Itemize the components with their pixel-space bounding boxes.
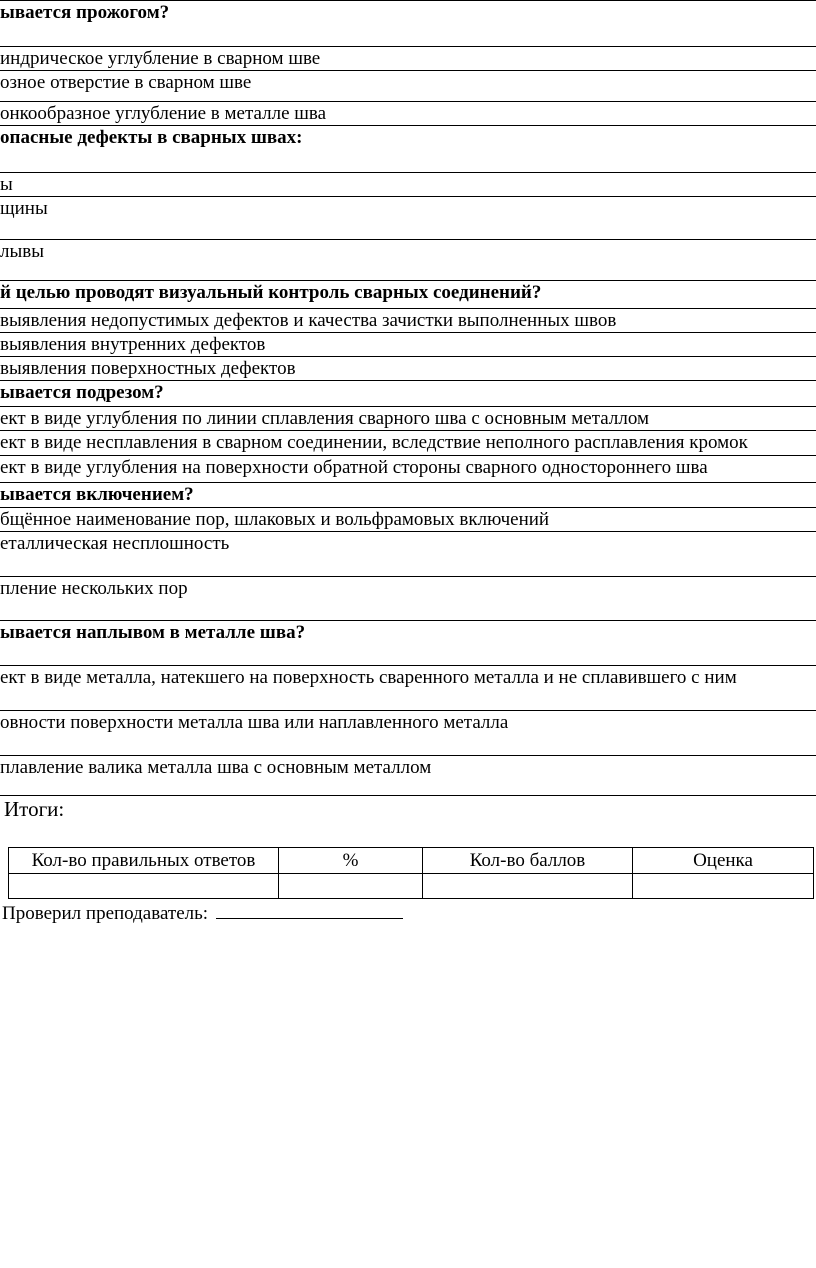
question-text: ывается подрезом? [0, 382, 164, 403]
answer-option[interactable] [0, 356, 816, 381]
answer-text: лывы [0, 241, 44, 262]
answer-text: индрическое углубление в сварном шве [0, 48, 321, 69]
header-correct-count: Кол-во правильных ответов [9, 848, 279, 874]
answer-option[interactable] [0, 576, 816, 621]
answer-option[interactable] [0, 70, 816, 102]
answer-text: пление нескольких пор [0, 578, 188, 599]
results-table [8, 847, 814, 899]
answer-text: озное отверстие в сварном шве [0, 72, 252, 93]
answer-option[interactable] [0, 332, 816, 357]
question-3 [0, 280, 816, 309]
question-text: ывается наплывом в металле шва? [0, 622, 306, 643]
grade-cell[interactable] [633, 874, 814, 899]
answer-option[interactable] [0, 46, 816, 71]
percent-cell[interactable] [279, 874, 423, 899]
answer-text: овности поверхности металла шва или наплавленного металла [0, 712, 509, 733]
answer-text: щины [0, 198, 48, 219]
answer-text: ект в виде металла, натекшего на поверхность сваренного металла и не сплавившего с ним [0, 667, 737, 688]
answer-text: еталлическая несплошность [0, 533, 230, 554]
answer-text: выявления поверхностных дефектов [0, 358, 296, 379]
results-heading: Итоги: [4, 797, 65, 821]
answer-option[interactable] [0, 172, 816, 197]
answer-text: ект в виде углубления по линии сплавления сварного шва с основным металлом [0, 408, 649, 429]
answer-text: выявления недопустимых дефектов и качества зачистки выполненных швов [0, 310, 617, 331]
answer-text: ект в виде несплавления в сварном соединении, вследствие неполного расплавления кромок [0, 432, 748, 453]
answer-text: онкообразное углубление в металле шва [0, 103, 327, 124]
header-percent: % [279, 848, 423, 874]
question-text: опасные дефекты в сварных швах: [0, 127, 303, 148]
answer-option[interactable] [0, 196, 816, 240]
question-text: ывается прожогом? [0, 2, 170, 23]
question-5 [0, 482, 816, 508]
answer-option[interactable] [0, 239, 816, 281]
answer-option[interactable] [0, 430, 816, 456]
answer-option[interactable] [0, 101, 816, 126]
question-text: ывается включением? [0, 484, 194, 505]
signature-line[interactable] [216, 902, 403, 919]
answer-option[interactable] [0, 665, 816, 711]
question-4 [0, 380, 816, 407]
answer-text: плавление валика металла шва с основным металлом [0, 757, 432, 778]
results-header-row [9, 848, 814, 874]
answer-text: бщённое наименование пор, шлаковых и вольфрамовых включений [0, 509, 550, 530]
question-1 [0, 0, 816, 47]
answer-text: ы [0, 174, 13, 195]
checker-label: Проверил преподаватель: [2, 903, 209, 924]
question-text: й целью проводят визуальный контроль сварных соединений? [0, 282, 542, 303]
answer-option[interactable] [0, 507, 816, 532]
results-entry-row [9, 874, 814, 899]
answer-text: ект в виде углубления на поверхности обратной стороны сварного одностороннего шва [0, 457, 708, 478]
answer-option[interactable] [0, 755, 816, 796]
header-points: Кол-во баллов [423, 848, 633, 874]
header-grade: Оценка [633, 848, 814, 874]
question-2 [0, 125, 816, 173]
question-6 [0, 620, 816, 666]
points-cell[interactable] [423, 874, 633, 899]
answer-option[interactable] [0, 406, 816, 431]
answer-option[interactable] [0, 308, 816, 333]
correct-count-cell[interactable] [9, 874, 279, 899]
answer-option[interactable] [0, 531, 816, 577]
answer-option[interactable] [0, 455, 816, 483]
checker-signature [2, 902, 403, 925]
answer-text: выявления внутренних дефектов [0, 334, 266, 355]
answer-option[interactable] [0, 710, 816, 756]
